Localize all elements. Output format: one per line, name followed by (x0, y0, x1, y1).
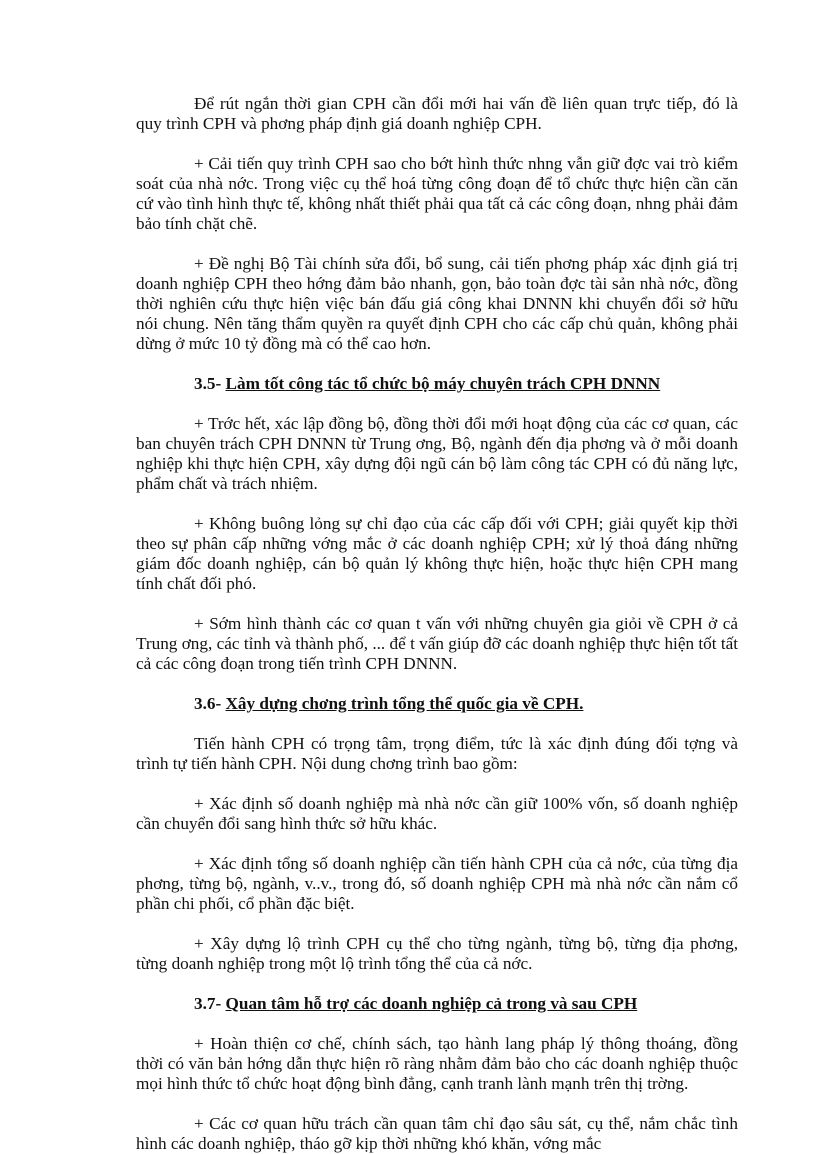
paragraph-consulting: + Sớm hình thành các cơ quan t vấn với những chuyên gia giỏi về CPH ở cả Trung ơng, các tỉnh và thành phố, ... để t vấn giúp đỡ các doanh nghiệp thực hiện tốt tất cả các công đoạn trong tiến trình CPH DNNN. (136, 614, 738, 673)
paragraph-process-reform: + Cải tiến quy trình CPH sao cho bớt hình thức nhng vẫn giữ đợc vai trò kiểm soát của nhà nớc. Trong việc cụ thể hoá từng công đoạn để tổ chức thực hiện cần căn cứ vào tình hình thực tế, không nhất thiết phải qua tất cả các công đoạn, nhng phải đảm bảo tính chặt chẽ. (136, 154, 738, 233)
paragraph-total-count: + Xác định tổng số doanh nghiệp cần tiến hành CPH của cả nớc, của từng địa phơng, từng bộ, ngành, v..v., trong đó, số doanh nghiệp CPH mà nhà nớc cần nắm cổ phần chi phối, cổ phần đặc biệt. (136, 854, 738, 913)
paragraph-valuation-method: + Đề nghị Bộ Tài chính sửa đổi, bổ sung, cải tiến phơng pháp xác định giá trị doanh nghiệp CPH theo hớng đảm bảo nhanh, gọn, bảo toàn đợc tài sản nhà nớc, đồng thời nghiên cứu thực hiện việc bán đấu giá công khai DNNN khi chuyển đổi sở hữu nói chung. Nên tăng thẩm quyền ra quyết định CPH cho các cấp chủ quản, không phải dừng ở mức 10 tỷ đồng mà có thể cao hơn. (136, 254, 738, 353)
section-heading-3-7 (136, 994, 738, 1014)
paragraph-direction: + Không buông lỏng sự chỉ đạo của các cấp đối với CPH; giải quyết kịp thời theo sự phân cấp những vớng mắc ở các doanh nghiệp CPH; xử lý thoả đáng những giám đốc doanh nghiệp, cán bộ quản lý không thực hiện, hoặc thực hiện CPH mang tính chất đối phó. (136, 514, 738, 593)
section-number: 3.6- (194, 694, 226, 713)
section-title: Xây dựng chơng trình tổng thể quốc gia về CPH. (225, 694, 584, 713)
section-heading-3-6 (136, 694, 738, 714)
paragraph-program-intro: Tiến hành CPH có trọng tâm, trọng điểm, tức là xác định đúng đối tợng và trình tự tiến hành CPH. Nội dung chơng trình bao gồm: (136, 734, 738, 773)
section-number: 3.7- (194, 994, 226, 1013)
section-title: Làm tốt công tác tổ chức bộ máy chuyên trách CPH DNNN (225, 374, 661, 393)
paragraph-agencies: + Trớc hết, xác lập đồng bộ, đồng thời đổi mới hoạt động của các cơ quan, các ban chuyên trách CPH DNNN từ Trung ơng, Bộ, ngành đến địa phơng và ở mỗi doanh nghiệp khi thực hiện CPH, xây dựng đội ngũ cán bộ làm công tác CPH có đủ năng lực, phẩm chất và trách nhiệm. (136, 414, 738, 493)
paragraph-legal-framework: + Hoàn thiện cơ chế, chính sách, tạo hành lang pháp lý thông thoáng, đồng thời có văn bản hớng dẫn thực hiện rõ ràng nhằm đảm bảo cho các doanh nghiệp thuộc mọi hình thức tổ chức hoạt động bình đẳng, cạnh tranh lành mạnh trên thị trờng. (136, 1034, 738, 1093)
section-title: Quan tâm hỗ trợ các doanh nghiệp cả trong và sau CPH (225, 994, 638, 1013)
paragraph-roadmap: + Xây dựng lộ trình CPH cụ thể cho từng ngành, từng bộ, từng địa phơng, từng doanh nghiệp trong một lộ trình tổng thể của cả nớc. (136, 934, 738, 973)
section-heading-3-5 (136, 374, 738, 394)
document-page (136, 94, 738, 1154)
section-number: 3.5- (194, 374, 226, 393)
paragraph-intro: Để rút ngắn thời gian CPH cần đổi mới hai vấn đề liên quan trực tiếp, đó là quy trình CPH và phơng pháp định giá doanh nghiệp CPH. (136, 94, 738, 133)
paragraph-state-capital: + Xác định số doanh nghiệp mà nhà nớc cần giữ 100% vốn, số doanh nghiệp cần chuyển đổi sang hình thức sở hữu khác. (136, 794, 738, 833)
paragraph-agency-support: + Các cơ quan hữu trách cần quan tâm chỉ đạo sâu sát, cụ thể, nắm chắc tình hình các doanh nghiệp, tháo gỡ kịp thời những khó khăn, vớng mắc (136, 1114, 738, 1153)
